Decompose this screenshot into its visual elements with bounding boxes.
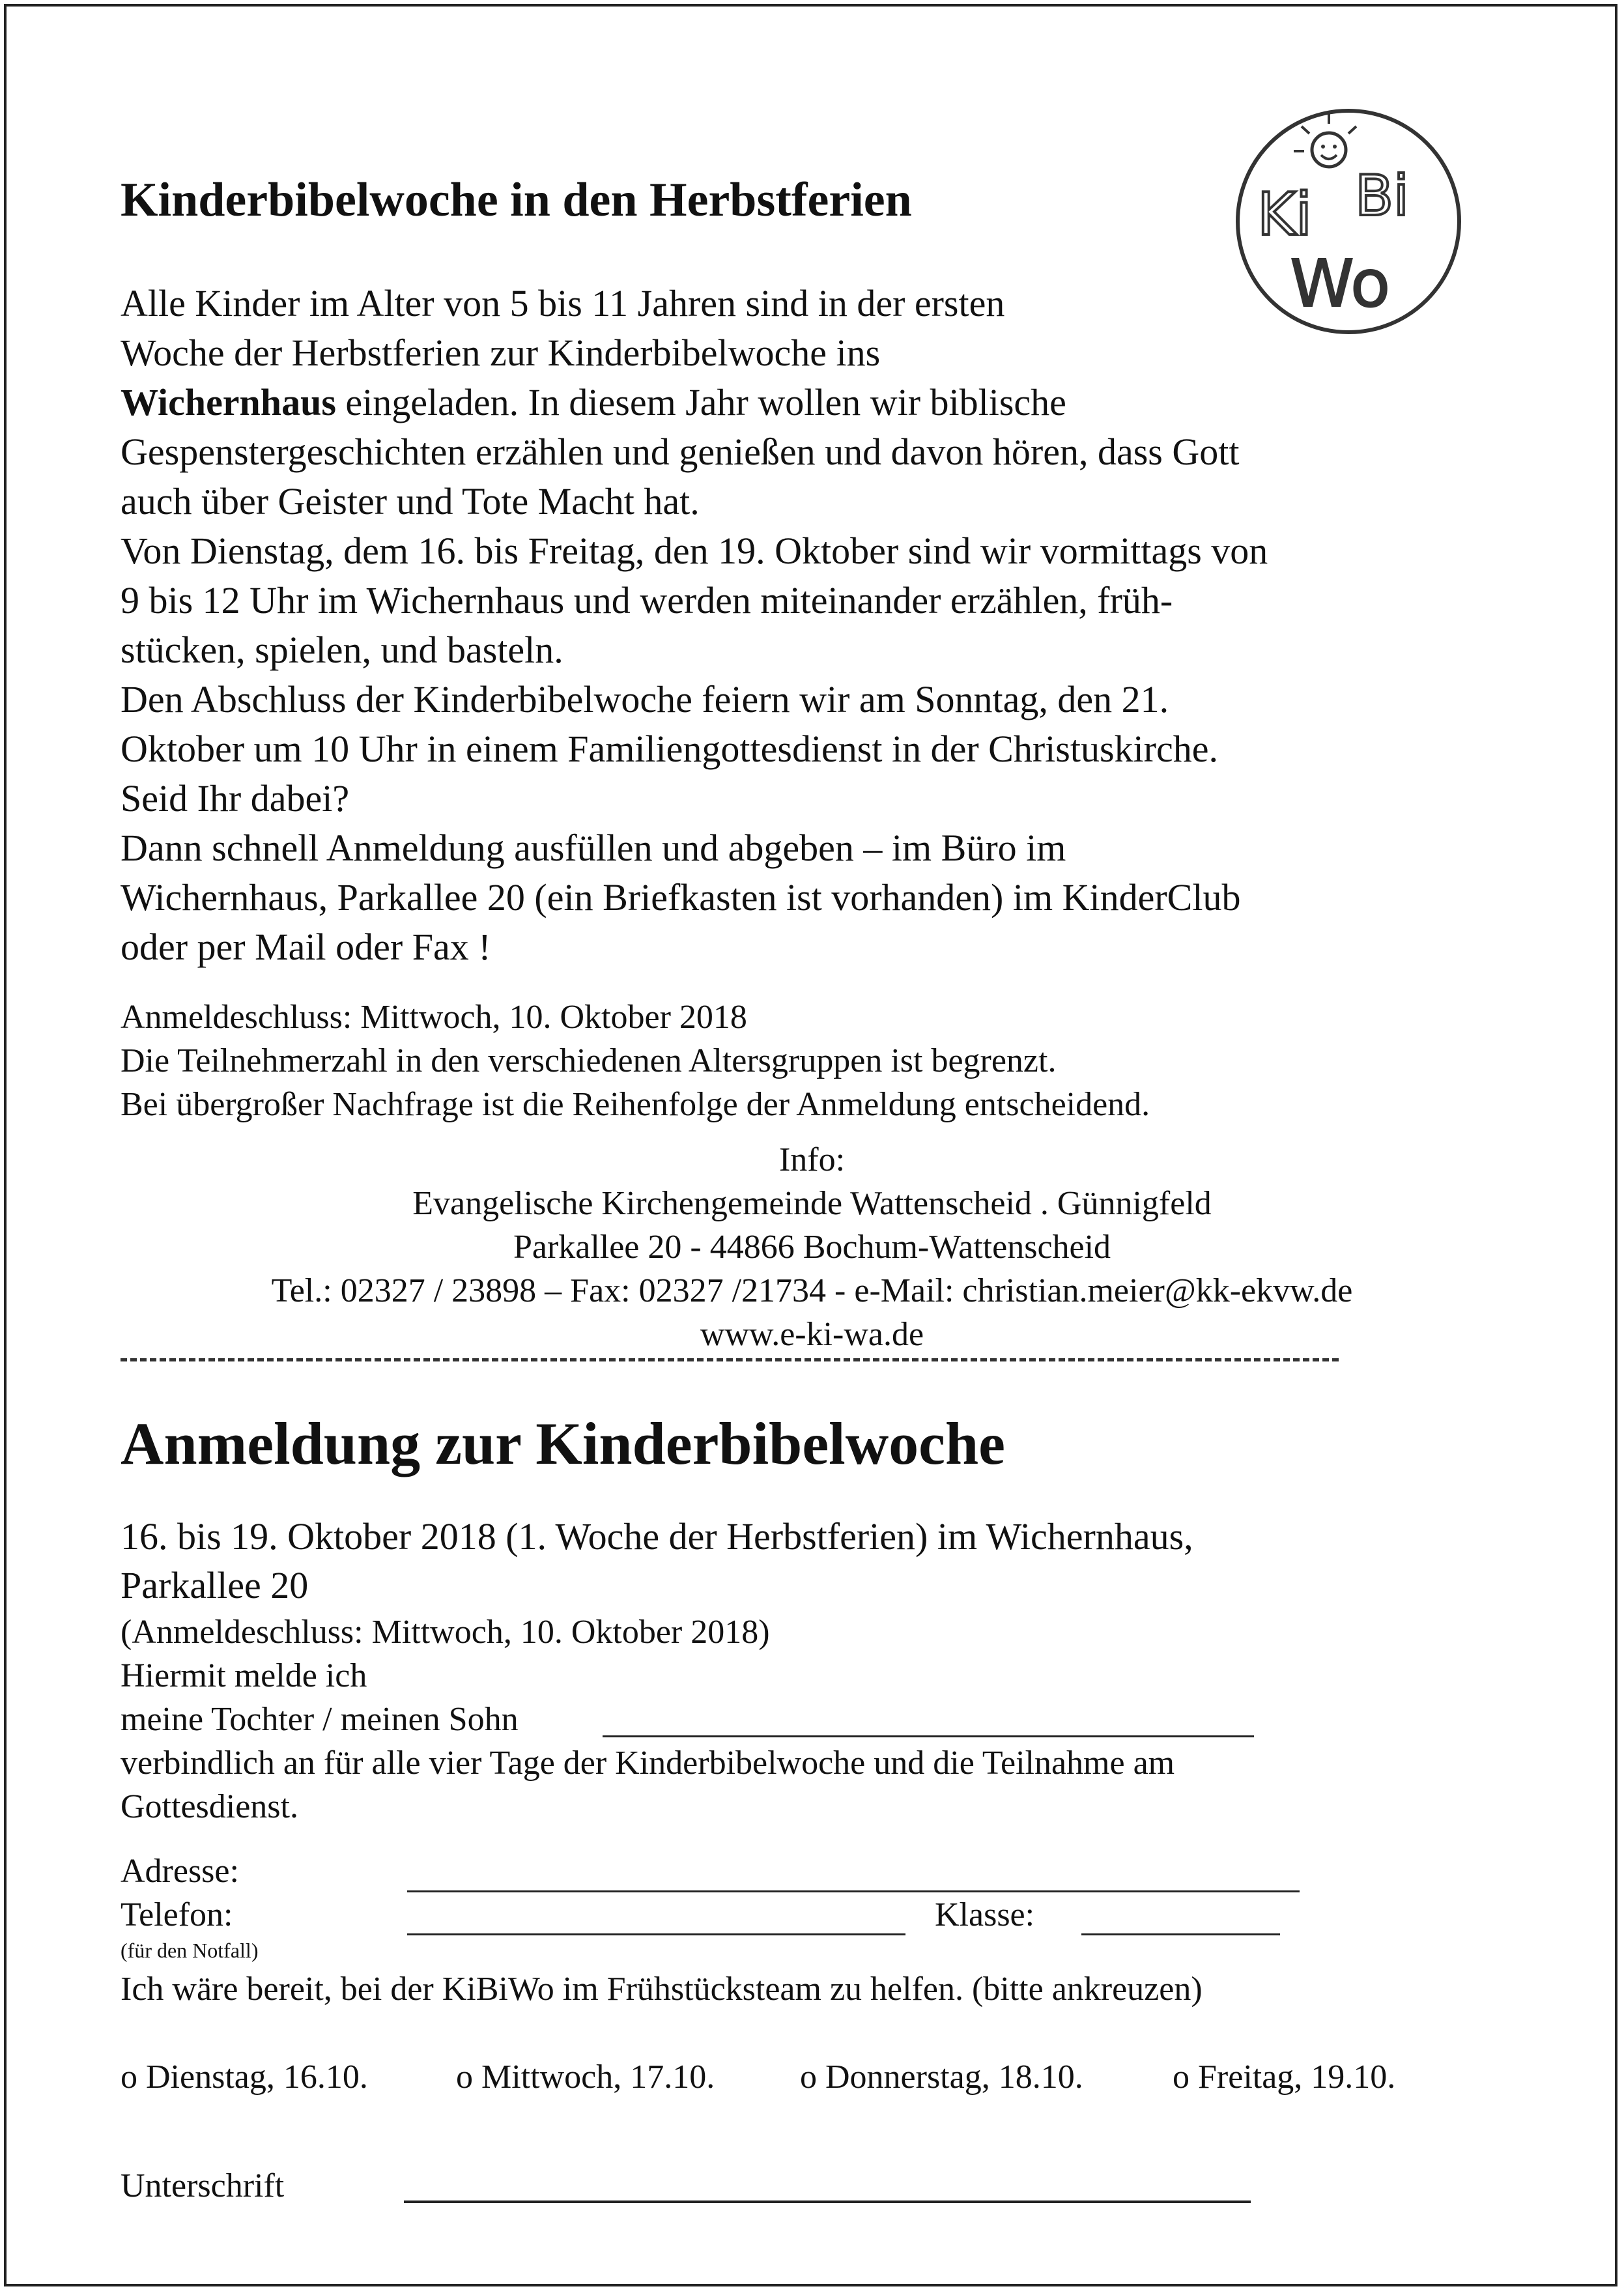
info-text-line: oder per Mail oder Fax ! [121,926,491,968]
kibiwo-stamp-icon [1231,104,1466,339]
signature-field[interactable] [404,2200,1251,2203]
class-field[interactable] [1081,1933,1280,1935]
info-text-line: Wichernhaus, Parkallee 20 (ein Briefkasten ist vorhanden) im KinderClub [121,876,1241,919]
class-label: Klasse: [935,1896,1035,1933]
form-text-line: verbindlich an für alle vier Tage der Kinderbibelwoche und die Teilnahme am [121,1745,1175,1782]
phone-field[interactable] [407,1933,905,1935]
logo-letters-ki: Ki [1257,180,1313,249]
day-option-wednesday[interactable]: o Mittwoch, 17.10. [456,2058,715,2096]
logo-letters-bi: Bi [1355,164,1409,229]
info-text-line: stücken, spielen, und basteln. [121,629,563,671]
info-text-line [121,381,1066,423]
info-title: Kinderbibelwoche in den Herbstferien [121,173,912,227]
form-dates-line: Parkallee 20 [121,1564,309,1606]
day-option-thursday[interactable]: o Donnerstag, 18.10. [800,2058,1083,2096]
breakfast-team-offer: Ich wäre bereit, bei der KiBiWo im Frühstücksteam zu helfen. (bitte ankreuzen) [121,1971,1203,2008]
participant-limit-note: Die Teilnehmerzahl in den verschiedenen Altersgruppen ist begrenzt. [121,1042,1057,1079]
address-label: Adresse: [121,1853,239,1890]
contact-website: www.e-ki-wa.de [700,1316,924,1353]
info-text-line: Oktober um 10 Uhr in einem Familiengottesdienst in der Christuskirche. [121,728,1218,770]
phone-label: Telefon: [121,1896,233,1933]
emergency-note: (für den Notfall) [121,1939,259,1962]
form-dates-line: 16. bis 19. Oktober 2018 (1. Woche der Herbstferien) im Wichernhaus, [121,1515,1193,1558]
cut-line [121,1358,1339,1361]
info-text-line: Alle Kinder im Alter von 5 bis 11 Jahren sind in der ersten [121,282,1005,324]
info-text-line: Von Dienstag, dem 16. bis Freitag, den 19. Oktober sind wir vormittags von [121,530,1268,572]
logo-letters-wo: Wo [1290,246,1391,322]
contact-address: Parkallee 20 - 44866 Bochum-Wattenscheid [513,1229,1111,1266]
registration-deadline: Anmeldeschluss: Mittwoch, 10. Oktober 2018 [121,999,747,1036]
signature-label: Unterschrift [121,2167,285,2204]
info-text-line: Gespenstergeschichten erzählen und genießen und davon hören, dass Gott [121,431,1240,473]
contact-label: Info: [778,1141,846,1178]
registration-order-note: Bei übergroßer Nachfrage ist die Reihenfolge der Anmeldung entscheidend. [121,1086,1150,1123]
form-text-line: Hiermit melde ich [121,1657,367,1694]
info-text-line: 9 bis 12 Uhr im Wichernhaus und werden miteinander erzählen, früh- [121,579,1173,621]
child-name-field[interactable] [603,1735,1254,1737]
info-text-line: auch über Geister und Tote Macht hat. [121,480,700,522]
info-text-line: Dann schnell Anmeldung ausfüllen und abgeben – im Büro im [121,827,1066,869]
info-text-line: Seid Ihr dabei? [121,777,350,819]
contact-organization: Evangelische Kirchengemeinde Wattenscheid . Günnigfeld [412,1185,1212,1222]
address-field[interactable] [407,1890,1300,1892]
form-text-line: meine Tochter / meinen Sohn [121,1701,519,1738]
day-option-friday[interactable]: o Freitag, 19.10. [1173,2058,1396,2096]
form-deadline: (Anmeldeschluss: Mittwoch, 10. Oktober 2018) [121,1614,770,1651]
info-text-line: Den Abschluss der Kinderbibelwoche feiern wir am Sonntag, den 21. [121,678,1169,720]
info-text-line: Woche der Herbstferien zur Kinderbibelwoche ins [121,332,881,374]
contact-phone-fax-email: Tel.: 02327 / 23898 – Fax: 02327 /21734 - e-Mail: christian.meier@kk-ekvw.de [271,1272,1353,1309]
info-text-fragment: eingeladen. In diesem Jahr wollen wir biblische [335,381,1066,423]
form-title: Anmeldung zur Kinderbibelwoche [121,1410,1005,1477]
venue-name: Wichernhaus [121,381,336,423]
day-option-tuesday[interactable]: o Dienstag, 16.10. [121,2058,368,2096]
form-text-line: Gottesdienst. [121,1788,298,1825]
